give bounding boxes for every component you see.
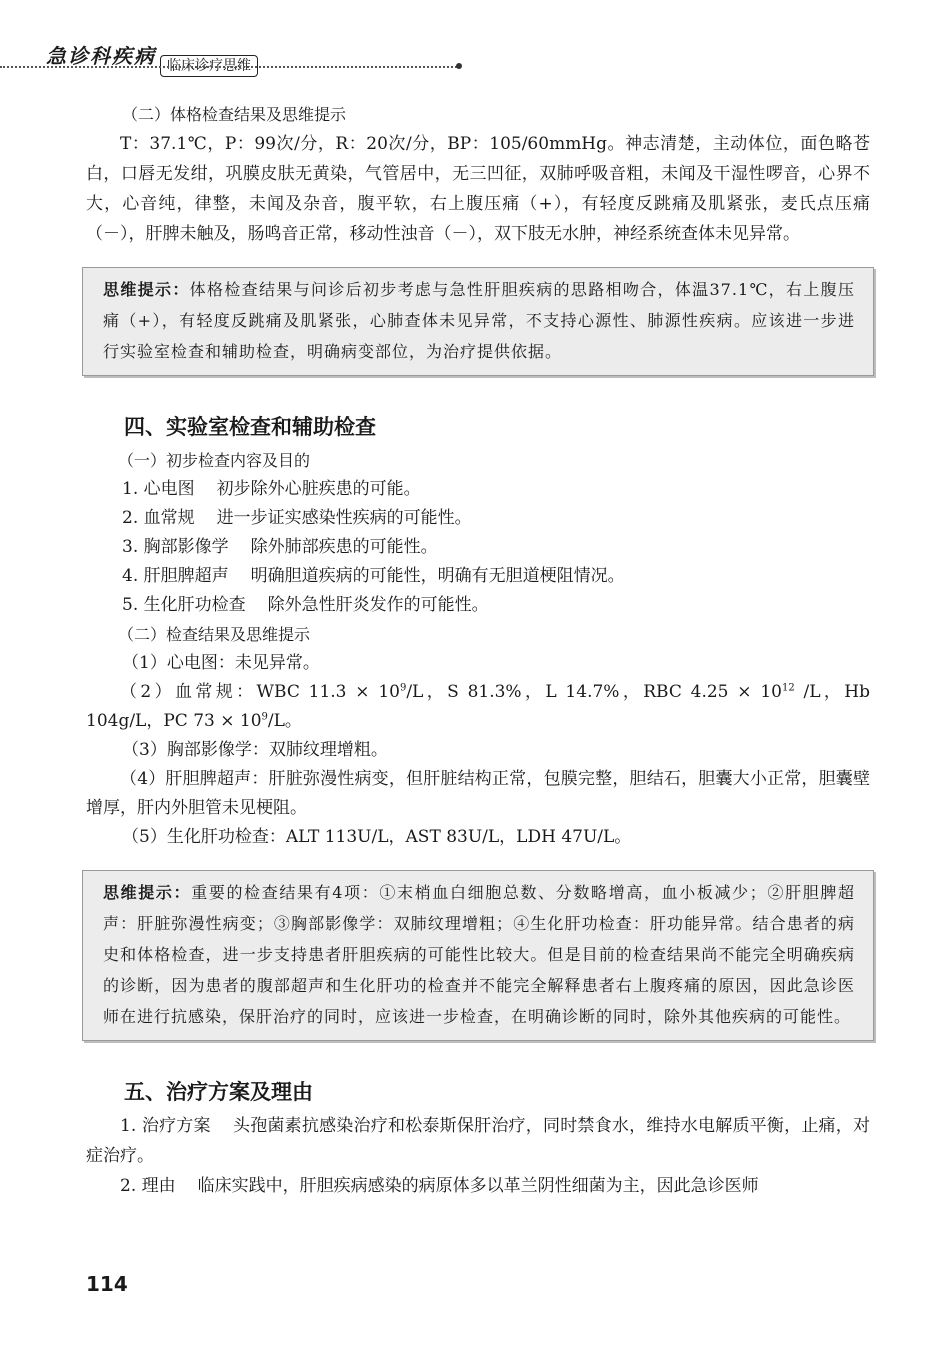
page-header [0,36,950,86]
hint-text: 体格检查结果与问诊后初步考虑与急性肝胆疾病的思路相吻合，体温37.1℃，右上腹压痛（+），有轻度反跳痛及肌紧张，心肺查体未见异常，不支持心源性、肺源性疾病。应该进一步进行实验室检查和辅助检查，明确病变部位，为治疗提供依据。 [103,280,855,361]
list-item: 3. 胸部影像学 除外肺部疾患的可能性。 [122,537,438,557]
sub-heading-results: （二）检查结果及思维提示 [118,625,311,644]
sub-heading-initial: （一）初步检查内容及目的 [118,451,311,470]
page-number: 114 [86,1272,128,1296]
treatment-plan: 1. 治疗方案 头孢菌素抗感染治疗和松泰斯保肝治疗，同时禁食水，维持水电解质平衡，止痛，对症治疗。 [86,1116,871,1166]
result-ecg: （1）心电图：未见异常。 [122,653,320,673]
result-liver: （5）生化肝功检查：ALT 113U/L，AST 83U/L，LDH 47U/L。 [122,827,632,847]
hint-label: 思维提示： [103,883,192,902]
result-ultrasound: （4）肝胆脾超声：肝脏弥漫性病变，但肝脏结构正常，包膜完整，胆结石，胆囊大小正常，胆囊壁增厚，肝内外胆管未见梗阻。 [86,769,870,818]
book-title: 急诊科疾病 [46,44,156,68]
hint-box-exam [82,267,874,376]
page-content [86,100,870,1201]
header-rule [0,66,460,68]
sub-heading-exam: （二）体格检查结果及思维提示 [122,105,347,124]
treatment-reason: 2. 理由 临床实践中，肝胆疾病感染的病原体多以革兰阴性细菌为主，因此急诊医师 [120,1176,759,1196]
hint-box-lab [82,870,874,1041]
result-chest: （3）胸部影像学：双肺纹理增粗。 [122,740,388,760]
header-rule-end [456,63,462,69]
list-item: 5. 生化肝功检查 除外急性肝炎发作的可能性。 [122,595,489,615]
list-item: 1. 心电图 初步除外心脏疾患的可能。 [122,479,421,499]
list-item: 4. 肝胆脾超声 明确胆道疾病的可能性，明确有无胆道梗阻情况。 [122,566,625,586]
hint-label: 思维提示： [103,280,190,299]
result-blood: （2）血常规：WBC $11.3 \times 10^9/L$，S 81.3%，L 14.7%，RBC $4.25 \times 10^{12}$ /L，Hb 104g/L，PC $73 \times 10^9/L$。 [86,682,870,731]
hint-paragraph-lab [103,877,855,1032]
list-item: 2. 血常规 进一步证实感染性疾病的可能性。 [122,508,472,528]
series-label: 临床诊疗思维 [160,55,258,77]
exam-paragraph: T：37.1℃，P：99次/分，R：20次/分，BP：105/60mmHg。神志清楚，主动体位，面色略苍白，口唇无发绀，巩膜皮肤无黄染，气管居中，无三凹征，双肺呼吸音粗，未闻及干湿性啰音，心界不大，心音纯，律整，未闻及杂音，腹平软，右上腹压痛（+），有轻度反跳痛及肌紧张，麦氏点压痛（－），肝脾未触及，肠鸣音正常，移动性浊音（－），双下肢无水肿，神经系统查体未见异常。 [86,134,870,244]
hint-text: 重要的检查结果有4项：①末梢血白细胞总数、分数略增高，血小板减少；②肝胆脾超声：肝脏弥漫性病变；③胸部影像学：双肺纹理增粗；④生化肝功检查：肝功能异常。结合患者的病史和体格检查，进一步支持患者肝胆疾病的可能性比较大。但是目前的检查结果尚不能完全明确疾病的诊断，因为患者的腹部超声和生化肝功的检查并不能完全解释患者右上腹疼痛的原因，因此急诊医师在进行抗感染，保肝治疗的同时，应该进一步检查，在明确诊断的同时，除外其他疾病的可能性。 [103,883,855,1026]
hint-paragraph-exam [103,274,855,367]
section-heading-lab: 四、实验室检查和辅助检查 [124,415,376,439]
section-heading-treatment: 五、治疗方案及理由 [124,1080,313,1104]
